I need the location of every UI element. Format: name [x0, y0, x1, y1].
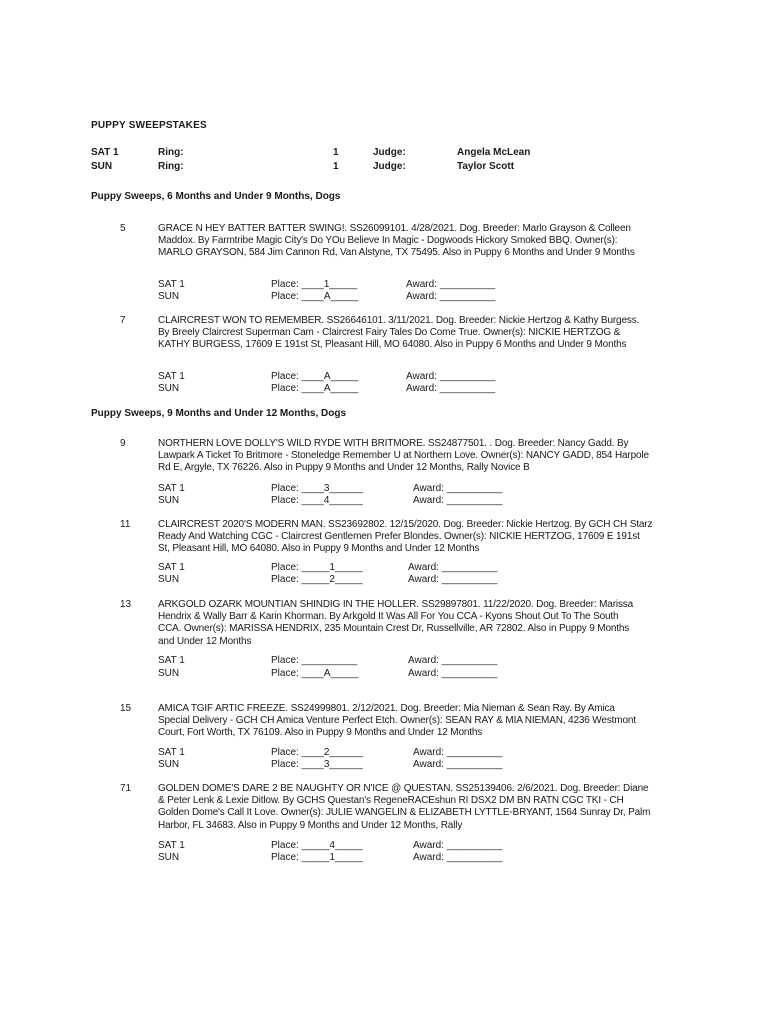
sun-place: Place: ____A_____: [271, 291, 359, 302]
sun-day: SUN: [158, 383, 180, 394]
entry-description: ARKGOLD OZARK MOUNTIAN SHINDIG IN THE HOLLER. SS29897801. 11/22/2020. Dog. Breeder: Marissa Hendrix & Wally Barr & Karin Khorman. By Arkgold It Was All For You CCA - Kyons Shout Out To The South CCA. Owner(s): MARISSA HENDRIX, 235 Mountain Crest Dr, Russellville, AR 72802. Also in Puppy 9 Months and Under 12 Months: [158, 599, 634, 647]
sat-award: Award: __________: [408, 562, 498, 573]
sun-award: Award: __________: [413, 759, 503, 770]
section-title: Puppy Sweeps, 6 Months and Under 9 Months, Dogs: [91, 191, 341, 202]
sat-day: SAT 1: [158, 562, 185, 573]
sat-day: SAT 1: [158, 483, 185, 494]
sun-place: Place: ____4______: [271, 495, 363, 506]
entry-description: GOLDEN DOME'S DARE 2 BE NAUGHTY OR N'ICE @ QUESTAN. SS25139406. 2/6/2021. Dog. Breeder: Diane & Peter Lenk & Lexie Ditlow. By GCHS Questan's RegeneRACEshun RI DSX2 DM BN RATN CGC TKI - CH Golden Dome's Call It Love. Owner(s): JULIE WANGELIN & ELIZABETH LYTTLE-BRYANT, 1564 Sunray Dr, Palm Harbor, FL 34683. Also in Puppy 9 Months and Under 12 Months, Rally: [158, 783, 651, 831]
sat-award: Award: __________: [408, 655, 498, 666]
judge-name: Taylor Scott: [457, 161, 515, 172]
sat-place: Place: ____3______: [271, 483, 363, 494]
sun-place: Place: _____1_____: [271, 852, 363, 863]
page-title: PUPPY SWEEPSTAKES: [91, 120, 207, 131]
sat-place: Place: _____1_____: [271, 562, 363, 573]
entry-number: 9: [120, 438, 126, 449]
sat-award: Award: __________: [406, 371, 496, 382]
sat-place: Place: _____4_____: [271, 840, 363, 851]
sun-place: Place: ____3______: [271, 759, 363, 770]
sun-day: SUN: [158, 574, 180, 585]
entry-number: 11: [120, 519, 131, 530]
sun-day: SUN: [158, 852, 180, 863]
sun-day: SUN: [158, 291, 180, 302]
sat-day: SAT 1: [158, 747, 185, 758]
sat-place: Place: ____A_____: [271, 371, 359, 382]
judge-name: Angela McLean: [457, 147, 531, 158]
entry-description: CLAIRCREST WON TO REMEMBER. SS26646101. 3/11/2021. Dog. Breeder: Nickie Hertzog & Kathy Burgess. By Breely Claircrest Superman Cam - Claircrest Fairy Tales Do Come True. Owner(s): NICKIE HERTZOG & KATHY BURGESS, 17609 E 191st St, Pleasant Hill, MO 64080. Also in Puppy 6 Months and Under 9 Months: [158, 315, 640, 351]
entry-description: AMICA TGIF ARTIC FREEZE. SS24999801. 2/12/2021. Dog. Breeder: Mia Nieman & Sean Ray. By Amica Special Delivery - GCH CH Amica Venture Perfect Etch. Owner(s): SEAN RAY & MIA NIEMAN, 4236 Westmont Court, Fort Worth, TX 76109. Also in Puppy 9 Months and Under 12 Months: [158, 703, 636, 739]
sun-day: SUN: [158, 495, 180, 506]
sun-award: Award: __________: [413, 495, 503, 506]
sun-place: Place: _____2_____: [271, 574, 363, 585]
entry-description: NORTHERN LOVE DOLLY'S WILD RYDE WITH BRITMORE. SS24877501. . Dog. Breeder: Nancy Gadd. By Lawpark A Ticket To Britmore - Stoneledge Remember U at Northern Love. Owner(s): NANCY GADD, 854 Harpole Rd E, Argyle, TX 76226. Also in Puppy 9 Months and Under 12 Months, Rally Novice B: [158, 438, 649, 474]
sat-day: SAT 1: [158, 655, 185, 666]
sat-award: Award: __________: [413, 840, 503, 851]
sat-day: SAT 1: [158, 371, 185, 382]
sun-award: Award: __________: [408, 668, 498, 679]
sun-award: Award: __________: [406, 383, 496, 394]
sat-day: SAT 1: [158, 840, 185, 851]
entry-number: 15: [120, 703, 132, 714]
entry-number: 7: [120, 315, 126, 326]
ring-number: 1: [333, 161, 339, 172]
sun-day: SUN: [158, 668, 180, 679]
section-title: Puppy Sweeps, 9 Months and Under 12 Months, Dogs: [91, 408, 347, 419]
schedule-day: SUN: [91, 161, 113, 172]
sat-place: Place: ____2______: [271, 747, 363, 758]
sun-award: Award: __________: [413, 852, 503, 863]
sat-award: Award: __________: [406, 279, 496, 290]
ring-label: Ring:: [158, 161, 184, 172]
entry-number: 5: [120, 223, 126, 234]
ring-label: Ring:: [158, 147, 184, 158]
sat-award: Award: __________: [413, 483, 503, 494]
entry-description: GRACE N HEY BATTER BATTER SWING!. SS26099101. 4/28/2021. Dog. Breeder: Marlo Grayson & Colleen Maddox. By Farmtribe Magic City's Do YOu Believe In Magic - Dogwoods Hickory Smoked BBQ. Owner(s): MARLO GRAYSON, 584 Jim Cannon Rd, Van Alstyne, TX 75495. Also in Puppy 6 Months and Under 9 Months: [158, 223, 635, 259]
sun-place: Place: ____A_____: [271, 668, 359, 679]
sat-day: SAT 1: [158, 279, 185, 290]
sun-award: Award: __________: [408, 574, 498, 585]
sun-day: SUN: [158, 759, 180, 770]
ring-number: 1: [333, 147, 339, 158]
sat-place: Place: ____1_____: [271, 279, 358, 290]
sat-place: Place: __________: [271, 655, 358, 666]
sun-award: Award: __________: [406, 291, 496, 302]
judge-label: Judge:: [373, 161, 406, 172]
schedule-day: SAT 1: [91, 147, 119, 158]
sat-award: Award: __________: [413, 747, 503, 758]
entry-number: 71: [120, 783, 132, 794]
entry-description: CLAIRCREST 2020'S MODERN MAN. SS23692802. 12/15/2020. Dog. Breeder: Nickie Hertzog. By GCH CH Starz Ready And Watching CGC - Claircrest Gentlemen Prefer Blondes. Owner(s): NICKIE HERTZOG, 17609 E 191st St, Pleasant Hill, MO 64080. Also in Puppy 9 Months and Under 12 Months: [158, 519, 653, 555]
entry-number: 13: [120, 599, 132, 610]
sun-place: Place: ____A_____: [271, 383, 359, 394]
judge-label: Judge:: [373, 147, 406, 158]
